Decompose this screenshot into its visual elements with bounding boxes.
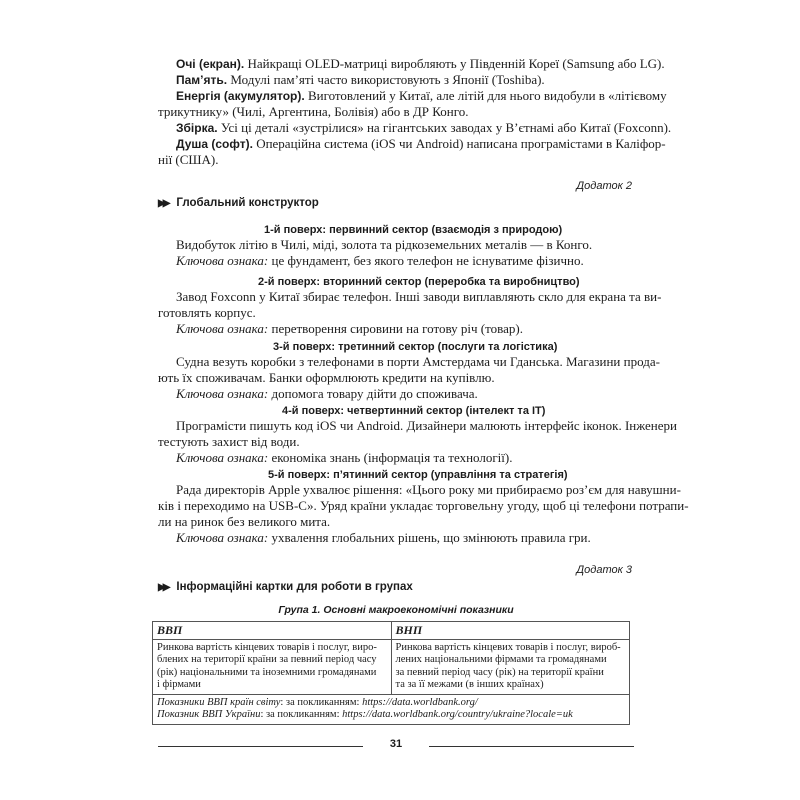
- key-feature: Ключова ознака: перетворення сировини на готову річ (товар).: [176, 321, 523, 336]
- intro-line: Пам’ять. Модулі пам’яті часто використовують з Японії (Toshiba).: [176, 72, 545, 87]
- floor-text: Видобуток літію в Чилі, міді, золота та рідкоземельних металів — в Конго.: [176, 237, 593, 252]
- intro-line: Енергія (акумулятор). Виготовлений у Китаї, але літій для нього видобули в «літієвому: [176, 88, 667, 103]
- intro-line: нії (США).: [158, 152, 219, 167]
- floor-text: готовлять корпус.: [158, 305, 256, 320]
- table-caption: Група 1. Основні макроекономічні показники: [278, 604, 514, 616]
- gdp-definition: Ринкова вартість кінцевих товарів і послуг, виро- блених на території країни за певний період часу (рік) національними та іноземними громадянами і фірмами: [153, 639, 392, 694]
- table-links-row: [153, 694, 630, 724]
- appendix-2-label: Додаток 2: [576, 180, 632, 192]
- floor-text: Програмісти пишуть код iOS чи Android. Дизайнери малюють інтерфейс іконок. Інженери: [176, 418, 677, 433]
- floor-heading: 4-й поверх: четвертинний сектор (інтелект та ІТ): [282, 405, 546, 417]
- link-line: Показник ВВП України: за покликанням: https://data.worldbank.org/country/ukraine?locale=uk: [157, 709, 573, 720]
- page-footer: [158, 740, 634, 752]
- section-title: Інформаційні картки для роботи в групах: [176, 581, 413, 593]
- gnp-definition: Ринкова вартість кінцевих товарів і послуг, вироб- лених національними фірмами та громадянами за певний період часу (рік) на території країни та за її межами (в інших країнах): [391, 639, 630, 694]
- floor-heading: 1-й поверх: первинний сектор (взаємодія з природою): [264, 224, 563, 236]
- footer-rule-right: [429, 746, 634, 747]
- key-feature: Ключова ознака: ухвалення глобальних рішень, що змінюють правила гри.: [176, 530, 591, 545]
- key-feature: Ключова ознака: це фундамент, без якого телефон не існуватиме фізично.: [176, 253, 584, 268]
- intro-line: Збірка. Усі ці деталі «зустрілися» на гігантських заводах у В’єтнамі або Китаї (Foxconn).: [176, 120, 672, 135]
- floor-text: Рада директорів Apple ухвалює рішення: «Цього року ми прибираємо роз’єм для навушни-: [176, 482, 681, 497]
- appendix-3-label: Додаток 3: [576, 564, 632, 576]
- double-chevron-icon: ▶▶: [158, 581, 168, 593]
- link-line: Показники ВВП країн світу: за покликанням: https://data.worldbank.org/: [157, 696, 478, 708]
- key-feature: Ключова ознака: економіка знань (інформація та технології).: [176, 450, 513, 465]
- page-number: 31: [389, 738, 403, 750]
- section-heading-global-constructor: [158, 197, 319, 209]
- floor-heading: 5-й поверх: п’ятинний сектор (управління та стратегія): [268, 469, 568, 481]
- worldbank-link[interactable]: https://data.worldbank.org/: [362, 696, 478, 708]
- floor-text: ють їх споживачам. Банки оформлюють кредити на купівлю.: [158, 370, 495, 385]
- key-feature: Ключова ознака: допомога товару дійти до споживача.: [176, 386, 478, 401]
- worldbank-ukraine-link[interactable]: https://data.worldbank.org/country/ukraine?locale=uk: [342, 709, 573, 720]
- section-title: Глобальний конструктор: [176, 197, 319, 209]
- floor-text: ків і переходимо на USB-C». Уряд країни укладає торговельну угоду, щоб ці телефони потрапи-: [158, 498, 689, 513]
- floor-heading: 3-й поверх: третинний сектор (послуги та логістика): [273, 341, 558, 353]
- section-heading-info-cards: [158, 581, 413, 593]
- intro-line: Душа (софт). Операційна система (iOS чи Android) написана програмістами в Каліфор-: [176, 136, 666, 151]
- column-header-gdp: ВВП: [153, 622, 392, 640]
- macro-indicators-table: [152, 621, 630, 725]
- intro-line: Очі (екран). Найкращі OLED-матриці виробляють у Південній Кореї (Samsung або LG).: [176, 56, 665, 71]
- column-header-gnp: ВНП: [391, 622, 630, 640]
- links-cell: [153, 694, 630, 724]
- table-row: [153, 639, 630, 694]
- double-chevron-icon: ▶▶: [158, 197, 168, 209]
- floor-text: ли на ринок без великого мита.: [158, 514, 331, 529]
- table-header-row: [153, 622, 630, 640]
- floor-heading: 2-й поверх: вторинний сектор (переробка та виробництво): [258, 276, 580, 288]
- intro-line: трикутнику» (Чилі, Аргентина, Болівія) або в ДР Конго.: [158, 104, 469, 119]
- floor-text: Судна везуть коробки з телефонами в порти Амстердама чи Гданська. Магазини прода-: [176, 354, 660, 369]
- floor-text: Завод Foxconn у Китаї збирає телефон. Інші заводи виплавляють скло для екрана та ви-: [176, 289, 662, 304]
- floor-text: тестують захист від води.: [158, 434, 300, 449]
